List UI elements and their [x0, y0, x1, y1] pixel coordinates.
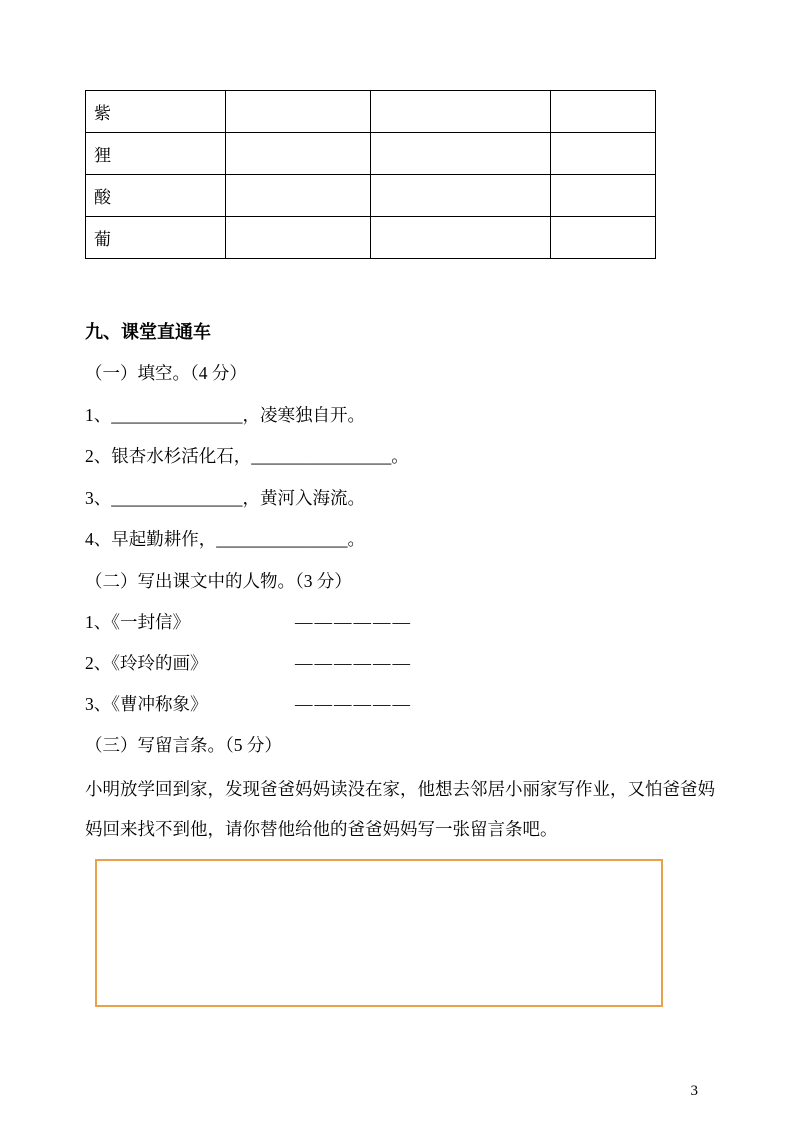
vocabulary-table	[85, 90, 656, 259]
table-cell	[551, 217, 656, 259]
table-cell-character: 狸	[86, 133, 226, 175]
part3-title: （三）写留言条。（5 分）	[85, 735, 282, 755]
table-row	[86, 217, 656, 259]
fill-blank-item-2: 2、银杏水杉活化石，________________。	[85, 446, 409, 466]
answer-dashes: ——————	[295, 612, 412, 632]
character-item-2	[85, 643, 717, 684]
table-cell	[551, 91, 656, 133]
table-cell	[226, 133, 371, 175]
part1-title: （一）填空。（4 分）	[85, 363, 247, 383]
fill-blank-item-4: 4、早起勤耕作，_______________。	[85, 529, 365, 549]
answer-dashes: ——————	[295, 653, 412, 673]
character-item-3	[85, 684, 717, 725]
table-row	[86, 91, 656, 133]
page-number: 3	[690, 1083, 698, 1099]
answer-dashes: ——————	[295, 694, 412, 714]
table-row	[86, 175, 656, 217]
part2-title: （二）写出课文中的人物。（3 分）	[85, 570, 352, 591]
fill-blank-item-3: 3、_______________，黄河入海流。	[85, 487, 365, 508]
table-row	[86, 133, 656, 175]
character-item-1	[85, 602, 717, 643]
table-cell	[226, 217, 371, 259]
table-cell	[226, 175, 371, 217]
table-cell-character: 葡	[86, 217, 226, 259]
book-title: 2、《玲玲的画》	[85, 653, 208, 673]
section-nine-heading: 九、课堂直通车	[85, 322, 211, 342]
note-prompt: 小明放学回到家，发现爸爸妈妈读没在家，他想去邻居小丽家写作业，又怕爸爸妈妈回来找不到他，请你替他给他的爸爸妈妈写一张留言条吧。	[85, 778, 715, 839]
fill-blank-item-1: 1、_______________，凌寒独自开。	[85, 404, 365, 425]
book-title: 3、《曹冲称象》	[85, 694, 208, 714]
table-cell	[226, 91, 371, 133]
page-content	[85, 90, 717, 1007]
book-title: 1、《一封信》	[85, 612, 190, 632]
table-cell	[371, 175, 551, 217]
table-cell	[371, 217, 551, 259]
table-cell	[551, 175, 656, 217]
table-cell	[371, 133, 551, 175]
table-cell-character: 紫	[86, 91, 226, 133]
note-writing-box	[95, 859, 663, 1007]
table-cell	[371, 91, 551, 133]
table-cell-character: 酸	[86, 175, 226, 217]
table-cell	[551, 133, 656, 175]
